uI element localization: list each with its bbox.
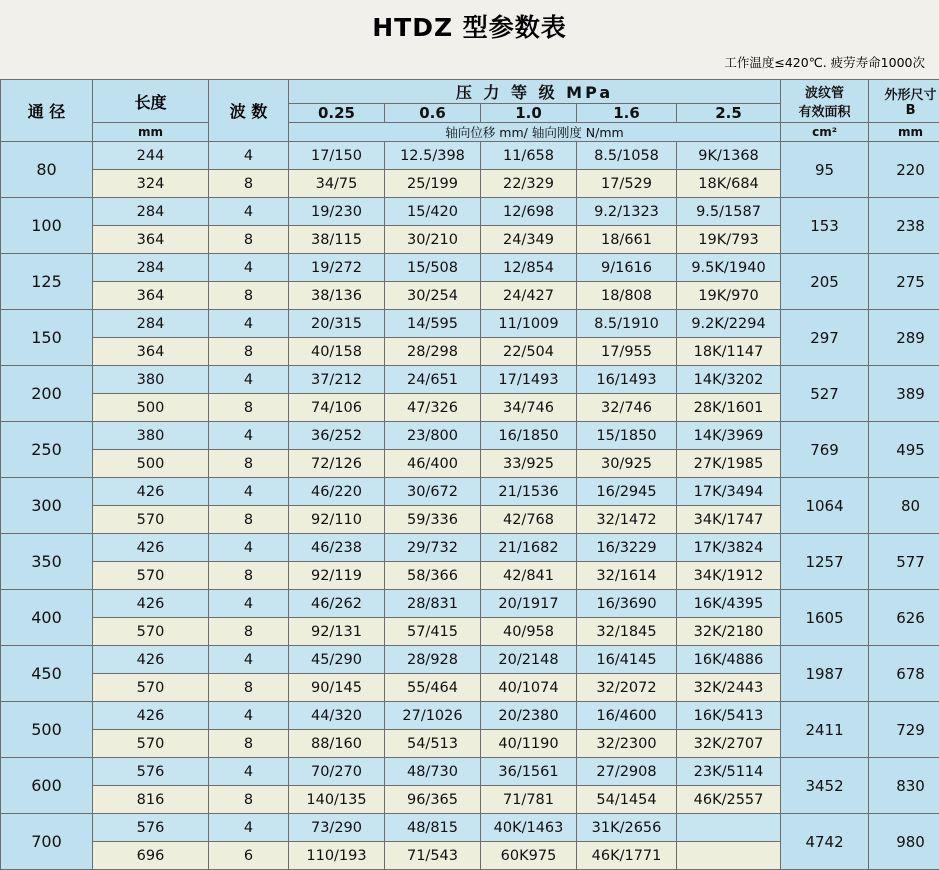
cell-pressure-p16: 8.5/1910 (577, 310, 677, 338)
cell-pressure-p16: 31K/2656 (577, 814, 677, 842)
cell-waves: 4 (209, 310, 289, 338)
cell-pressure-p10: 12/854 (481, 254, 577, 282)
cell-pressure-p10: 20/2148 (481, 646, 577, 674)
cell-outer-size: 830 (869, 758, 939, 814)
cell-pressure-p25 (677, 842, 781, 870)
cell-bellows-area: 153 (781, 198, 869, 254)
cell-pressure-p25: 46K/2557 (677, 786, 781, 814)
cell-dn: 400 (1, 590, 93, 646)
cell-pressure-p25 (677, 814, 781, 842)
cell-pressure-p10: 36/1561 (481, 758, 577, 786)
cell-pressure-p16: 27/2908 (577, 758, 677, 786)
cell-pressure-p025: 34/75 (289, 170, 385, 198)
cell-waves: 8 (209, 618, 289, 646)
cell-pressure-p025: 74/106 (289, 394, 385, 422)
header-bellows-area (781, 80, 869, 123)
cell-waves: 4 (209, 758, 289, 786)
cell-length: 380 (93, 422, 209, 450)
cell-pressure-p025: 37/212 (289, 366, 385, 394)
header-axial-note: 轴向位移 mm/ 轴向刚度 N/mm (289, 123, 781, 142)
cell-pressure-p025: 140/135 (289, 786, 385, 814)
cell-pressure-p06: 15/508 (385, 254, 481, 282)
page-title: HTDZ 型参数表 (0, 0, 939, 44)
cell-waves: 8 (209, 562, 289, 590)
cell-pressure-p25: 34K/1912 (677, 562, 781, 590)
cell-pressure-p06: 25/199 (385, 170, 481, 198)
cell-pressure-p06: 57/415 (385, 618, 481, 646)
cell-waves: 8 (209, 394, 289, 422)
table-row (1, 422, 939, 450)
cell-pressure-p06: 48/815 (385, 814, 481, 842)
cell-pressure-p025: 17/150 (289, 142, 385, 170)
cell-waves: 4 (209, 702, 289, 730)
cell-length: 364 (93, 226, 209, 254)
header-bellows-area-line2: 有效面积 (781, 101, 868, 120)
cell-outer-size: 80 (869, 478, 939, 534)
parameter-table (0, 79, 939, 870)
cell-pressure-p06: 30/672 (385, 478, 481, 506)
cell-pressure-p025: 46/238 (289, 534, 385, 562)
cell-pressure-p025: 45/290 (289, 646, 385, 674)
cell-pressure-p025: 72/126 (289, 450, 385, 478)
cell-waves: 4 (209, 478, 289, 506)
cell-pressure-p10: 20/2380 (481, 702, 577, 730)
cell-dn: 80 (1, 142, 93, 198)
working-condition-note: 工作温度≤420℃. 疲劳寿命1000次 (0, 44, 939, 71)
cell-waves: 4 (209, 142, 289, 170)
cell-waves: 8 (209, 506, 289, 534)
cell-waves: 4 (209, 198, 289, 226)
cell-pressure-p16: 32/1472 (577, 506, 677, 534)
cell-pressure-p10: 42/841 (481, 562, 577, 590)
cell-pressure-p06: 47/326 (385, 394, 481, 422)
cell-length: 426 (93, 702, 209, 730)
cell-dn: 700 (1, 814, 93, 870)
header-bellows-area-line1: 波纹管 (781, 82, 868, 101)
table-body (1, 142, 939, 870)
cell-waves: 8 (209, 786, 289, 814)
cell-pressure-p10: 11/1009 (481, 310, 577, 338)
cell-pressure-p06: 14/595 (385, 310, 481, 338)
cell-pressure-p025: 36/252 (289, 422, 385, 450)
cell-dn: 100 (1, 198, 93, 254)
cell-pressure-p06: 24/651 (385, 366, 481, 394)
cell-pressure-p25: 9K/1368 (677, 142, 781, 170)
cell-pressure-p16: 46K/1771 (577, 842, 677, 870)
cell-dn: 300 (1, 478, 93, 534)
cell-pressure-p06: 29/732 (385, 534, 481, 562)
cell-pressure-p16: 15/1850 (577, 422, 677, 450)
cell-outer-size: 389 (869, 366, 939, 422)
cell-pressure-p06: 48/730 (385, 758, 481, 786)
cell-pressure-p10: 71/781 (481, 786, 577, 814)
cell-pressure-p16: 32/1845 (577, 618, 677, 646)
cell-pressure-p10: 16/1850 (481, 422, 577, 450)
cell-pressure-p06: 28/831 (385, 590, 481, 618)
cell-pressure-p06: 96/365 (385, 786, 481, 814)
cell-outer-size: 289 (869, 310, 939, 366)
cell-pressure-p06: 55/464 (385, 674, 481, 702)
cell-pressure-p16: 32/2072 (577, 674, 677, 702)
header-pressure-group: 压 力 等 级 MPa (289, 80, 781, 104)
cell-length: 500 (93, 450, 209, 478)
cell-pressure-p10: 40/1190 (481, 730, 577, 758)
cell-outer-size: 238 (869, 198, 939, 254)
cell-pressure-p16: 17/529 (577, 170, 677, 198)
cell-pressure-p025: 44/320 (289, 702, 385, 730)
cell-pressure-p025: 92/131 (289, 618, 385, 646)
cell-pressure-p10: 40K/1463 (481, 814, 577, 842)
cell-pressure-p16: 17/955 (577, 338, 677, 366)
cell-length: 324 (93, 170, 209, 198)
cell-pressure-p10: 24/349 (481, 226, 577, 254)
cell-length: 426 (93, 478, 209, 506)
header-length (93, 80, 209, 123)
cell-waves: 4 (209, 646, 289, 674)
cell-pressure-p16: 18/661 (577, 226, 677, 254)
cell-outer-size: 220 (869, 142, 939, 198)
table-row (1, 702, 939, 730)
cell-waves: 8 (209, 226, 289, 254)
cell-pressure-p10: 17/1493 (481, 366, 577, 394)
cell-waves: 8 (209, 674, 289, 702)
cell-pressure-p10: 12/698 (481, 198, 577, 226)
cell-pressure-p16: 30/925 (577, 450, 677, 478)
header-pressure-0-25: 0.25 (289, 104, 385, 123)
cell-outer-size: 626 (869, 590, 939, 646)
cell-dn: 150 (1, 310, 93, 366)
cell-pressure-p16: 16/3690 (577, 590, 677, 618)
cell-pressure-p10: 40/958 (481, 618, 577, 646)
cell-pressure-p16: 54/1454 (577, 786, 677, 814)
cell-pressure-p025: 92/119 (289, 562, 385, 590)
cell-pressure-p25: 16K/4395 (677, 590, 781, 618)
cell-length: 570 (93, 730, 209, 758)
cell-length: 570 (93, 618, 209, 646)
cell-pressure-p025: 19/272 (289, 254, 385, 282)
table-row (1, 478, 939, 506)
cell-waves: 8 (209, 450, 289, 478)
header-outer-unit: mm (869, 123, 939, 142)
cell-length: 284 (93, 310, 209, 338)
header-length-unit: mm (93, 123, 209, 142)
cell-pressure-p06: 27/1026 (385, 702, 481, 730)
header-length-label: 长度 (93, 90, 208, 113)
cell-waves: 4 (209, 590, 289, 618)
cell-pressure-p10: 60K975 (481, 842, 577, 870)
cell-pressure-p025: 73/290 (289, 814, 385, 842)
cell-pressure-p06: 28/298 (385, 338, 481, 366)
cell-pressure-p06: 58/366 (385, 562, 481, 590)
cell-pressure-p16: 9.2/1323 (577, 198, 677, 226)
cell-pressure-p16: 16/4145 (577, 646, 677, 674)
header-pressure-2-5: 2.5 (677, 104, 781, 123)
cell-pressure-p10: 22/504 (481, 338, 577, 366)
cell-pressure-p25: 32K/2443 (677, 674, 781, 702)
cell-dn: 450 (1, 646, 93, 702)
cell-outer-size: 729 (869, 702, 939, 758)
cell-length: 380 (93, 366, 209, 394)
cell-pressure-p025: 38/136 (289, 282, 385, 310)
cell-pressure-p16: 32/2300 (577, 730, 677, 758)
header-pressure-1-6: 1.6 (577, 104, 677, 123)
cell-pressure-p025: 46/262 (289, 590, 385, 618)
cell-pressure-p06: 15/420 (385, 198, 481, 226)
cell-pressure-p25: 23K/5114 (677, 758, 781, 786)
cell-pressure-p10: 21/1682 (481, 534, 577, 562)
cell-bellows-area: 95 (781, 142, 869, 198)
table-row (1, 254, 939, 282)
cell-pressure-p06: 23/800 (385, 422, 481, 450)
cell-length: 426 (93, 590, 209, 618)
cell-pressure-p025: 70/270 (289, 758, 385, 786)
cell-pressure-p25: 9.2K/2294 (677, 310, 781, 338)
cell-pressure-p10: 40/1074 (481, 674, 577, 702)
cell-bellows-area: 1257 (781, 534, 869, 590)
cell-length: 576 (93, 758, 209, 786)
header-waves: 波 数 (209, 80, 289, 142)
cell-pressure-p25: 17K/3494 (677, 478, 781, 506)
cell-pressure-p16: 16/2945 (577, 478, 677, 506)
cell-waves: 8 (209, 170, 289, 198)
cell-waves: 8 (209, 282, 289, 310)
cell-pressure-p16: 18/808 (577, 282, 677, 310)
cell-length: 364 (93, 282, 209, 310)
cell-pressure-p16: 9/1616 (577, 254, 677, 282)
cell-pressure-p10: 34/746 (481, 394, 577, 422)
cell-pressure-p25: 9.5/1587 (677, 198, 781, 226)
table-row (1, 758, 939, 786)
table-row (1, 814, 939, 842)
cell-waves: 8 (209, 338, 289, 366)
table-row (1, 310, 939, 338)
cell-pressure-p025: 46/220 (289, 478, 385, 506)
table-row (1, 198, 939, 226)
cell-pressure-p25: 14K/3969 (677, 422, 781, 450)
cell-pressure-p025: 40/158 (289, 338, 385, 366)
header-pressure-0-6: 0.6 (385, 104, 481, 123)
cell-bellows-area: 297 (781, 310, 869, 366)
cell-waves: 4 (209, 366, 289, 394)
cell-pressure-p10: 33/925 (481, 450, 577, 478)
cell-pressure-p25: 34K/1747 (677, 506, 781, 534)
cell-bellows-area: 4742 (781, 814, 869, 870)
cell-outer-size: 678 (869, 646, 939, 702)
cell-outer-size: 577 (869, 534, 939, 590)
cell-waves: 4 (209, 534, 289, 562)
cell-pressure-p25: 18K/1147 (677, 338, 781, 366)
cell-pressure-p06: 30/254 (385, 282, 481, 310)
cell-pressure-p06: 71/543 (385, 842, 481, 870)
cell-pressure-p06: 59/336 (385, 506, 481, 534)
cell-dn: 125 (1, 254, 93, 310)
cell-outer-size: 275 (869, 254, 939, 310)
header-outer-line1: 外形尺寸 (869, 84, 939, 103)
cell-pressure-p025: 38/115 (289, 226, 385, 254)
cell-dn: 500 (1, 702, 93, 758)
cell-pressure-p10: 42/768 (481, 506, 577, 534)
cell-outer-size: 495 (869, 422, 939, 478)
cell-length: 570 (93, 674, 209, 702)
cell-length: 570 (93, 562, 209, 590)
cell-pressure-p25: 32K/2180 (677, 618, 781, 646)
cell-pressure-p025: 92/110 (289, 506, 385, 534)
header-outer-size (869, 80, 939, 123)
cell-waves: 4 (209, 254, 289, 282)
cell-pressure-p06: 46/400 (385, 450, 481, 478)
cell-pressure-p025: 110/193 (289, 842, 385, 870)
cell-length: 284 (93, 254, 209, 282)
cell-pressure-p25: 14K/3202 (677, 366, 781, 394)
cell-length: 500 (93, 394, 209, 422)
cell-waves: 8 (209, 730, 289, 758)
cell-dn: 350 (1, 534, 93, 590)
cell-bellows-area: 3452 (781, 758, 869, 814)
cell-pressure-p25: 19K/970 (677, 282, 781, 310)
cell-bellows-area: 205 (781, 254, 869, 310)
cell-pressure-p06: 28/928 (385, 646, 481, 674)
table-row (1, 366, 939, 394)
table-row (1, 534, 939, 562)
cell-bellows-area: 2411 (781, 702, 869, 758)
cell-pressure-p025: 88/160 (289, 730, 385, 758)
cell-pressure-p25: 32K/2707 (677, 730, 781, 758)
cell-length: 364 (93, 338, 209, 366)
cell-length: 696 (93, 842, 209, 870)
header-pressure-1-0: 1.0 (481, 104, 577, 123)
table-header (1, 80, 939, 142)
table-row (1, 142, 939, 170)
cell-pressure-p06: 30/210 (385, 226, 481, 254)
cell-bellows-area: 769 (781, 422, 869, 478)
cell-pressure-p16: 32/746 (577, 394, 677, 422)
cell-pressure-p10: 21/1536 (481, 478, 577, 506)
cell-pressure-p25: 19K/793 (677, 226, 781, 254)
cell-pressure-p25: 9.5K/1940 (677, 254, 781, 282)
cell-length: 816 (93, 786, 209, 814)
cell-pressure-p25: 16K/5413 (677, 702, 781, 730)
cell-bellows-area: 527 (781, 366, 869, 422)
cell-outer-size: 980 (869, 814, 939, 870)
cell-length: 570 (93, 506, 209, 534)
cell-pressure-p06: 54/513 (385, 730, 481, 758)
cell-bellows-area: 1064 (781, 478, 869, 534)
cell-length: 576 (93, 814, 209, 842)
cell-pressure-p16: 8.5/1058 (577, 142, 677, 170)
cell-pressure-p025: 19/230 (289, 198, 385, 226)
cell-pressure-p25: 18K/684 (677, 170, 781, 198)
cell-dn: 600 (1, 758, 93, 814)
cell-pressure-p10: 22/329 (481, 170, 577, 198)
cell-bellows-area: 1987 (781, 646, 869, 702)
cell-length: 284 (93, 198, 209, 226)
cell-pressure-p25: 27K/1985 (677, 450, 781, 478)
cell-pressure-p10: 24/427 (481, 282, 577, 310)
cell-length: 244 (93, 142, 209, 170)
cell-waves: 4 (209, 422, 289, 450)
cell-waves: 6 (209, 842, 289, 870)
cell-pressure-p10: 11/658 (481, 142, 577, 170)
cell-pressure-p025: 90/145 (289, 674, 385, 702)
cell-pressure-p16: 16/3229 (577, 534, 677, 562)
cell-length: 426 (93, 534, 209, 562)
cell-pressure-p025: 20/315 (289, 310, 385, 338)
cell-pressure-p16: 32/1614 (577, 562, 677, 590)
cell-pressure-p16: 16/4600 (577, 702, 677, 730)
table-row (1, 646, 939, 674)
cell-length: 426 (93, 646, 209, 674)
cell-pressure-p10: 20/1917 (481, 590, 577, 618)
cell-pressure-p25: 16K/4886 (677, 646, 781, 674)
cell-pressure-p06: 12.5/398 (385, 142, 481, 170)
header-outer-line2: B (869, 103, 939, 118)
table-row (1, 590, 939, 618)
cell-dn: 250 (1, 422, 93, 478)
cell-waves: 4 (209, 814, 289, 842)
header-area-unit: cm² (781, 123, 869, 142)
header-dn: 通 径 (1, 80, 93, 142)
cell-bellows-area: 1605 (781, 590, 869, 646)
cell-pressure-p16: 16/1493 (577, 366, 677, 394)
cell-pressure-p25: 28K/1601 (677, 394, 781, 422)
cell-dn: 200 (1, 366, 93, 422)
cell-pressure-p25: 17K/3824 (677, 534, 781, 562)
